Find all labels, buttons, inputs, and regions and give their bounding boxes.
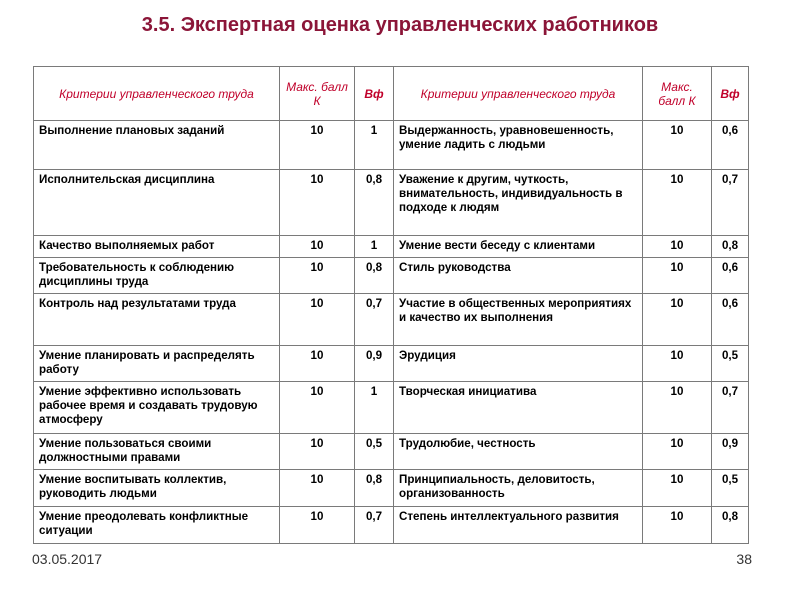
- page-title: 3.5. Экспертная оценка управленческих работников: [141, 14, 659, 36]
- vf-left: 1: [355, 236, 394, 258]
- max-score-left: 10: [280, 507, 355, 544]
- max-score-right: 10: [643, 346, 712, 382]
- vf-right: 0,8: [712, 236, 749, 258]
- criterion-left: Исполнительская дисциплина: [34, 170, 280, 236]
- header-vf-right: Вф: [712, 67, 749, 121]
- max-score-left: 10: [280, 470, 355, 507]
- max-score-left: 10: [280, 170, 355, 236]
- criterion-right: Трудолюбие, честность: [394, 434, 643, 470]
- vf-left: 0,8: [355, 170, 394, 236]
- vf-left: 0,7: [355, 507, 394, 544]
- criterion-left: Качество выполняемых работ: [34, 236, 280, 258]
- criterion-left: Требовательность к соблюдению дисциплины труда: [34, 258, 280, 294]
- criterion-left: Умение пользоваться своими должностными правами: [34, 434, 280, 470]
- max-score-right: 10: [643, 507, 712, 544]
- max-score-left: 10: [280, 346, 355, 382]
- vf-right: 0,6: [712, 121, 749, 170]
- criterion-left: Контроль над результатами труда: [34, 294, 280, 346]
- criterion-left: Умение эффективно использовать рабочее время и создавать трудовую атмосферу: [34, 382, 280, 434]
- criterion-right: Принципиальность, деловитость, организованность: [394, 470, 643, 507]
- vf-right: 0,5: [712, 346, 749, 382]
- header-max-right: Макс. балл К: [643, 67, 712, 121]
- table-row: [34, 294, 749, 346]
- criterion-right: Степень интеллектуального развития: [394, 507, 643, 544]
- criterion-right: Выдержанность, уравновешенность, умение ладить с людьми: [394, 121, 643, 170]
- vf-right: 0,6: [712, 258, 749, 294]
- max-score-left: 10: [280, 258, 355, 294]
- criterion-right: Стиль руководства: [394, 258, 643, 294]
- criterion-right: Эрудиция: [394, 346, 643, 382]
- table-row: [34, 346, 749, 382]
- max-score-right: 10: [643, 170, 712, 236]
- table-row: [34, 258, 749, 294]
- criterion-left: Умение планировать и распределять работу: [34, 346, 280, 382]
- slide-page-number: 38: [736, 551, 752, 567]
- table-row: [34, 470, 749, 507]
- vf-left: 0,8: [355, 470, 394, 507]
- max-score-left: 10: [280, 434, 355, 470]
- criterion-left: Умение преодолевать конфликтные ситуации: [34, 507, 280, 544]
- slide-date: 03.05.2017: [32, 551, 103, 567]
- criterion-left: Умение воспитывать коллектив, руководить людьми: [34, 470, 280, 507]
- vf-right: 0,7: [712, 382, 749, 434]
- table-row: [34, 236, 749, 258]
- vf-right: 0,9: [712, 434, 749, 470]
- max-score-left: 10: [280, 236, 355, 258]
- max-score-left: 10: [280, 294, 355, 346]
- max-score-right: 10: [643, 470, 712, 507]
- header-criteria-left: Критерии управленческого труда: [34, 67, 280, 121]
- max-score-right: 10: [643, 434, 712, 470]
- max-score-right: 10: [643, 258, 712, 294]
- vf-left: 1: [355, 382, 394, 434]
- vf-left: 0,7: [355, 294, 394, 346]
- max-score-left: 10: [280, 121, 355, 170]
- criterion-right: Уважение к другим, чуткость, внимательность, индивидуальность в подходе к людям: [394, 170, 643, 236]
- table-header-row: [34, 67, 749, 121]
- vf-right: 0,6: [712, 294, 749, 346]
- max-score-right: 10: [643, 236, 712, 258]
- criterion-right: Творческая инициатива: [394, 382, 643, 434]
- evaluation-table: [33, 66, 749, 544]
- max-score-right: 10: [643, 294, 712, 346]
- vf-left: 1: [355, 121, 394, 170]
- max-score-left: 10: [280, 382, 355, 434]
- header-max-left: Макс. балл К: [280, 67, 355, 121]
- max-score-right: 10: [643, 382, 712, 434]
- table-row: [34, 121, 749, 170]
- header-vf-left: Вф: [355, 67, 394, 121]
- vf-left: 0,5: [355, 434, 394, 470]
- vf-right: 0,8: [712, 507, 749, 544]
- vf-right: 0,5: [712, 470, 749, 507]
- criterion-left: Выполнение плановых заданий: [34, 121, 280, 170]
- vf-right: 0,7: [712, 170, 749, 236]
- table-row: [34, 507, 749, 544]
- table-row: [34, 382, 749, 434]
- vf-left: 0,9: [355, 346, 394, 382]
- table-row: [34, 170, 749, 236]
- table-row: [34, 434, 749, 470]
- criterion-right: Участие в общественных мероприятиях и качество их выполнения: [394, 294, 643, 346]
- criterion-right: Умение вести беседу с клиентами: [394, 236, 643, 258]
- header-criteria-right: Критерии управленческого труда: [394, 67, 643, 121]
- vf-left: 0,8: [355, 258, 394, 294]
- max-score-right: 10: [643, 121, 712, 170]
